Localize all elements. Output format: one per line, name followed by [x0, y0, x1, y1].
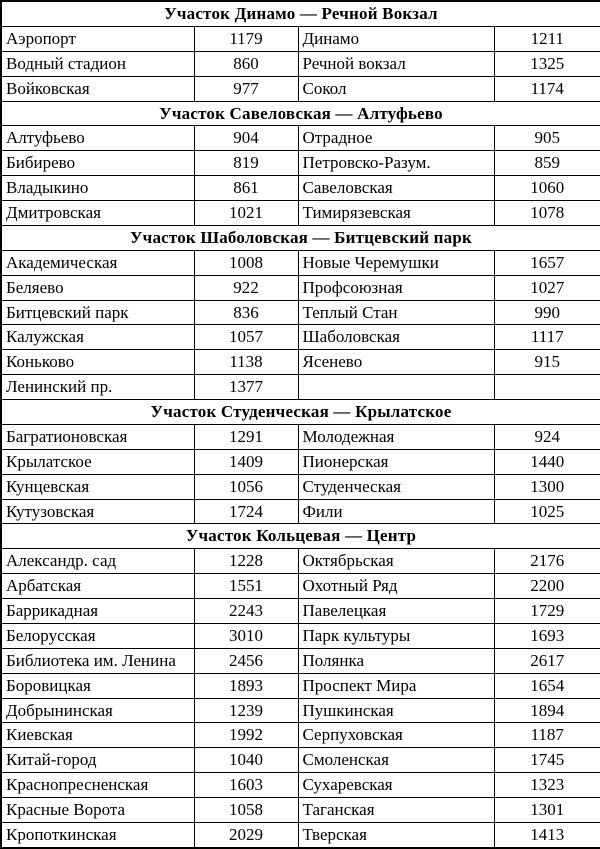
station-name-cell: Коньково [1, 350, 194, 375]
station-name-cell: Ясенево [298, 350, 494, 375]
table-row [1, 773, 600, 798]
station-name-cell: Белорусская [1, 623, 194, 648]
station-value-cell: 1745 [494, 748, 600, 773]
station-name-cell: Пионерская [298, 449, 494, 474]
table-row [1, 748, 600, 773]
station-value-cell: 1138 [194, 350, 298, 375]
station-name-cell: Владыкино [1, 176, 194, 201]
station-name-cell: Тверская [298, 822, 494, 848]
station-name-cell: Проспект Мира [298, 673, 494, 698]
station-value-cell: 1174 [494, 76, 600, 101]
section-title: Участок Динамо — Речной Вокзал [1, 1, 600, 26]
station-name-cell: Дмитровская [1, 201, 194, 226]
station-value-cell: 860 [194, 51, 298, 76]
station-name-cell: Профсоюзная [298, 275, 494, 300]
station-value-cell: 1413 [494, 822, 600, 848]
section-header-row [1, 524, 600, 549]
station-name-cell: Алтуфьево [1, 126, 194, 151]
station-value-cell: 1027 [494, 275, 600, 300]
station-value-cell: 1117 [494, 325, 600, 350]
station-name-cell: Александр. сад [1, 549, 194, 574]
station-value-cell: 1893 [194, 673, 298, 698]
station-value-cell: 1300 [494, 474, 600, 499]
station-name-cell: Динамо [298, 26, 494, 51]
station-value-cell: 1654 [494, 673, 600, 698]
station-value-cell: 1603 [194, 773, 298, 798]
station-value-cell: 1021 [194, 201, 298, 226]
station-name-cell: Баррикадная [1, 599, 194, 624]
table-row [1, 350, 600, 375]
table-row [1, 26, 600, 51]
station-value-cell: 1724 [194, 499, 298, 524]
table-row [1, 76, 600, 101]
station-value-cell: 1301 [494, 798, 600, 823]
station-value-cell [494, 375, 600, 400]
station-name-cell: Таганская [298, 798, 494, 823]
station-value-cell: 922 [194, 275, 298, 300]
station-name-cell: Серпуховская [298, 723, 494, 748]
table-row [1, 300, 600, 325]
station-name-cell: Академическая [1, 250, 194, 275]
station-name-cell: Библиотека им. Ленина [1, 648, 194, 673]
station-value-cell: 1040 [194, 748, 298, 773]
section-header-row [1, 101, 600, 126]
station-value-cell: 859 [494, 151, 600, 176]
table-row [1, 449, 600, 474]
station-name-cell: Павелецкая [298, 599, 494, 624]
table-row [1, 723, 600, 748]
station-value-cell: 3010 [194, 623, 298, 648]
station-name-cell: Речной вокзал [298, 51, 494, 76]
station-value-cell: 1228 [194, 549, 298, 574]
station-value-cell: 1239 [194, 698, 298, 723]
station-name-cell: Молодежная [298, 424, 494, 449]
table-row [1, 673, 600, 698]
station-name-cell: Арбатская [1, 574, 194, 599]
station-value-cell: 1025 [494, 499, 600, 524]
table-row [1, 325, 600, 350]
station-value-cell: 1187 [494, 723, 600, 748]
table-row [1, 623, 600, 648]
table-row [1, 474, 600, 499]
table-row [1, 798, 600, 823]
station-name-cell: Красные Ворота [1, 798, 194, 823]
station-name-cell: Беляево [1, 275, 194, 300]
station-value-cell: 977 [194, 76, 298, 101]
station-value-cell: 1409 [194, 449, 298, 474]
station-value-cell: 1057 [194, 325, 298, 350]
station-value-cell: 819 [194, 151, 298, 176]
station-value-cell: 2617 [494, 648, 600, 673]
station-name-cell: Савеловская [298, 176, 494, 201]
station-name-cell: Кутузовская [1, 499, 194, 524]
station-value-cell: 904 [194, 126, 298, 151]
table-row [1, 698, 600, 723]
station-name-cell: Багратионовская [1, 424, 194, 449]
station-name-cell: Тимирязевская [298, 201, 494, 226]
station-name-cell: Калужская [1, 325, 194, 350]
section-title: Участок Савеловская — Алтуфьево [1, 101, 600, 126]
station-name-cell: Студенческая [298, 474, 494, 499]
station-value-cell: 1440 [494, 449, 600, 474]
station-name-cell: Петровско-Разум. [298, 151, 494, 176]
station-value-cell: 1211 [494, 26, 600, 51]
station-name-cell: Сокол [298, 76, 494, 101]
table-row [1, 648, 600, 673]
station-name-cell: Октябрьская [298, 549, 494, 574]
station-name-cell: Охотный Ряд [298, 574, 494, 599]
station-value-cell: 836 [194, 300, 298, 325]
table-row [1, 375, 600, 400]
station-name-cell: Теплый Стан [298, 300, 494, 325]
station-value-cell: 1693 [494, 623, 600, 648]
table-row [1, 250, 600, 275]
station-name-cell: Боровицкая [1, 673, 194, 698]
station-name-cell: Аэропорт [1, 26, 194, 51]
station-name-cell: Шаболовская [298, 325, 494, 350]
table-row [1, 201, 600, 226]
station-value-cell: 1551 [194, 574, 298, 599]
station-value-cell: 1291 [194, 424, 298, 449]
station-value-cell: 2456 [194, 648, 298, 673]
station-value-cell: 924 [494, 424, 600, 449]
table-row [1, 126, 600, 151]
station-value-cell: 1060 [494, 176, 600, 201]
station-name-cell: Краснопресненская [1, 773, 194, 798]
station-name-cell: Сухаревская [298, 773, 494, 798]
station-value-cell: 2243 [194, 599, 298, 624]
section-header-row [1, 225, 600, 250]
station-name-cell: Отрадное [298, 126, 494, 151]
station-value-cell: 1056 [194, 474, 298, 499]
station-name-cell: Бибирево [1, 151, 194, 176]
table-row [1, 549, 600, 574]
station-name-cell: Крылатское [1, 449, 194, 474]
station-value-cell: 2029 [194, 822, 298, 848]
station-value-cell: 861 [194, 176, 298, 201]
station-name-cell: Смоленская [298, 748, 494, 773]
station-name-cell: Войковская [1, 76, 194, 101]
station-name-cell: Фили [298, 499, 494, 524]
station-value-cell: 2176 [494, 549, 600, 574]
table-row [1, 176, 600, 201]
station-value-cell: 905 [494, 126, 600, 151]
station-value-cell: 1179 [194, 26, 298, 51]
section-title: Участок Шаболовская — Битцевский парк [1, 225, 600, 250]
station-value-cell: 1377 [194, 375, 298, 400]
station-name-cell: Парк культуры [298, 623, 494, 648]
station-name-cell: Полянка [298, 648, 494, 673]
station-value-cell: 1325 [494, 51, 600, 76]
station-value-cell: 1992 [194, 723, 298, 748]
station-value-cell: 1078 [494, 201, 600, 226]
table-row [1, 275, 600, 300]
station-value-cell: 1894 [494, 698, 600, 723]
station-value-cell: 2200 [494, 574, 600, 599]
station-value-cell: 915 [494, 350, 600, 375]
station-name-cell: Киевская [1, 723, 194, 748]
station-name-cell: Добрынинская [1, 698, 194, 723]
table-row [1, 151, 600, 176]
station-name-cell [298, 375, 494, 400]
section-title: Участок Кольцевая — Центр [1, 524, 600, 549]
station-name-cell: Китай-город [1, 748, 194, 773]
station-name-cell: Пушкинская [298, 698, 494, 723]
station-name-cell: Кропоткинская [1, 822, 194, 848]
station-value-cell: 1058 [194, 798, 298, 823]
table-row [1, 424, 600, 449]
station-name-cell: Кунцевская [1, 474, 194, 499]
station-value-cell: 990 [494, 300, 600, 325]
table-row [1, 822, 600, 848]
station-name-cell: Новые Черемушки [298, 250, 494, 275]
table-row [1, 499, 600, 524]
stations-table-body [1, 1, 600, 848]
station-value-cell: 1323 [494, 773, 600, 798]
section-title: Участок Студенческая — Крылатское [1, 400, 600, 425]
table-row [1, 51, 600, 76]
station-name-cell: Водный стадион [1, 51, 194, 76]
table-row [1, 574, 600, 599]
table-row [1, 599, 600, 624]
station-name-cell: Битцевский парк [1, 300, 194, 325]
station-name-cell: Ленинский пр. [1, 375, 194, 400]
station-value-cell: 1729 [494, 599, 600, 624]
section-header-row [1, 1, 600, 26]
section-header-row [1, 400, 600, 425]
station-value-cell: 1008 [194, 250, 298, 275]
station-value-cell: 1657 [494, 250, 600, 275]
